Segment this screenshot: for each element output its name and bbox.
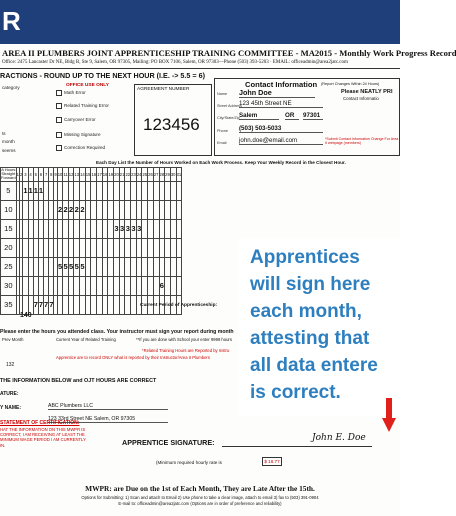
day-header-9: 9 <box>54 168 57 182</box>
hour-cell[interactable]: 1 <box>23 181 28 200</box>
contact-title: Contact Information <box>245 80 318 89</box>
office-checkbox-5[interactable] <box>56 145 62 151</box>
min-wage-value: $ 16.77 <box>262 457 282 466</box>
min-wage-label: (Minimum required hourly rate is <box>156 460 222 465</box>
day-header-10: 10 <box>57 168 63 182</box>
record-only-note: Apprentice are to record ONLY what is reported by their Instructor/Area II Plumbers <box>56 355 210 360</box>
table-row <box>1 181 182 200</box>
office-address-line: Office: 2475 Lancaster Dr NE, Bldg B, Ste 9, Salem, OR 97305, Mailing: PO BOX 7106, Salem, OR 97303—Phone (503) 393-5203 · EMAIL: officeadmin@area2jatc.com <box>2 60 348 65</box>
hour-cell[interactable]: 7 <box>44 295 49 314</box>
day-header-31: 31 <box>176 168 182 182</box>
day-header-28: 28 <box>159 168 165 182</box>
day-header-12: 12 <box>68 168 74 182</box>
day-header-17: 17 <box>97 168 103 182</box>
certification-text: HAT THE INFORMATION ON THIS MWPR IS CORRECT, I AM RECEIVING AT LEAST THE MINIMUM WAGE PERIOD I AM CURRENTLY IN. <box>0 427 86 448</box>
hour-cell[interactable]: 3 <box>136 219 142 238</box>
submit-options: Options for Submitting: 1) Scan and attach to Email 2) Use phone to take a clear image, attach to email 3) fax to (503) 391-0904 <box>81 495 319 500</box>
callout-line: each month, <box>250 301 362 322</box>
zip-field[interactable]: 97301 <box>303 112 323 120</box>
office-item-5: Correction Required <box>64 145 106 150</box>
office-item-4: Missing Signature <box>64 132 101 137</box>
form-title: AREA II PLUMBERS JOINT APPRENTICESHIP TRAINING COMMITTEE - MA2015 - Monthly Work Progress Record <box>2 48 456 58</box>
day-header-25: 25 <box>142 168 148 182</box>
hour-cell[interactable] <box>176 238 182 257</box>
rounding-instructions: RACTIONS - ROUND UP TO THE NEXT HOUR (I.E. -> 5.5 = 6) <box>0 71 206 80</box>
row-label: 35 <box>1 295 17 314</box>
contact-change-note: *Submit Contact Information Change For Area II webpage (members) <box>325 137 399 146</box>
callout-overlay <box>238 238 400 416</box>
city-label: City/State/Zip <box>217 116 240 120</box>
employer-signature-label: ATURE: <box>0 391 19 397</box>
company-name-field[interactable]: ABC Plumbers LLC <box>48 403 168 410</box>
contact-info-box <box>214 78 400 156</box>
day-header-15: 15 <box>85 168 91 182</box>
prev-month-label: Prev Month <box>2 337 24 342</box>
row-label: 25 <box>1 257 17 276</box>
agreement-box <box>134 84 212 156</box>
office-use-heading: OFFICE USE ONLY <box>66 83 110 88</box>
hour-cell[interactable]: 3 <box>114 219 120 238</box>
apprentice-signature: John E. Doe <box>312 433 366 443</box>
hour-cell[interactable]: 5 <box>63 257 68 276</box>
hour-cell[interactable]: 5 <box>80 257 86 276</box>
day-header-16: 16 <box>91 168 97 182</box>
print-note-2: Contact Informatio <box>343 96 379 101</box>
hours-total: 140 <box>20 312 32 319</box>
day-header-19: 19 <box>108 168 114 182</box>
logo-letter: R <box>2 6 21 36</box>
hour-cell[interactable]: 2 <box>57 200 63 219</box>
related-training-note: *Related Training Hours are Reported by Instru <box>142 348 230 353</box>
table-row <box>1 238 182 257</box>
day-header-14: 14 <box>80 168 86 182</box>
office-checkbox-1[interactable] <box>56 90 62 96</box>
header-divider <box>0 68 400 69</box>
hour-cell[interactable]: 2 <box>74 200 80 219</box>
row-label: 15 <box>1 219 17 238</box>
period-label: Current Period of Apprenticeship: <box>140 303 218 308</box>
table-row <box>1 200 182 219</box>
day-header-1: 1 <box>16 168 19 182</box>
apprentice-signature-label: APPRENTICE SIGNATURE: <box>122 438 215 447</box>
phone-label: Phone <box>217 129 228 133</box>
hour-cell[interactable] <box>176 257 182 276</box>
day-header-11: 11 <box>63 168 68 182</box>
day-header-30: 30 <box>170 168 176 182</box>
table-row <box>1 276 182 295</box>
employer-heading: THE INFORMATION BELOW and OJT HOURS ARE CORRECT <box>0 378 157 384</box>
signature-line[interactable] <box>222 446 372 447</box>
hour-cell[interactable]: 5 <box>57 257 63 276</box>
hour-cell[interactable]: 1 <box>38 181 43 200</box>
name-label: Name <box>217 92 228 96</box>
hours-table <box>0 167 182 315</box>
due-date-notice: MWPR: are Due on the 1st of Each Month, They are Late After the 15th. <box>85 484 315 493</box>
hour-cell[interactable]: 6 <box>159 276 165 295</box>
city-field[interactable]: Salem <box>239 112 279 120</box>
day-header-20: 20 <box>114 168 120 182</box>
hour-cell[interactable]: 3 <box>131 219 137 238</box>
day-header-27: 27 <box>153 168 159 182</box>
agreement-label: AGREEMENT NUMBER <box>137 87 190 92</box>
callout-line: attesting that <box>250 328 370 349</box>
day-header-21: 21 <box>119 168 125 182</box>
row-label: 5 <box>1 181 17 200</box>
street-label: Street Address <box>217 104 242 108</box>
hours-column-header: A Hours Straight Forward <box>1 167 16 181</box>
callout-text <box>250 244 400 406</box>
company-address-field[interactable]: 123 33rd Street NE Salem, OR 97305 <box>48 416 168 423</box>
day-header-13: 13 <box>74 168 80 182</box>
print-note: Please NEATLY PRI <box>341 89 393 95</box>
hour-cell[interactable]: 7 <box>33 295 38 314</box>
down-arrow-icon <box>382 398 396 434</box>
ts-label: ts <box>2 131 6 136</box>
agreement-number[interactable]: 123456 <box>143 115 200 134</box>
office-checkbox-3[interactable] <box>56 117 62 123</box>
hour-cell[interactable]: 5 <box>74 257 80 276</box>
office-item-3: Carryover Error <box>64 117 96 122</box>
callout-line: will sign here <box>250 274 371 295</box>
office-checkbox-4[interactable] <box>56 132 62 138</box>
hour-cell[interactable] <box>176 200 182 219</box>
row-label: 10 <box>1 200 17 219</box>
prev-month-hours[interactable]: 132 <box>6 362 15 368</box>
hour-cell[interactable] <box>176 219 182 238</box>
callout-line: Apprentices <box>250 247 360 268</box>
callout-line: is correct. <box>250 382 341 403</box>
phone-field[interactable]: (503) 503-5033 <box>239 125 323 133</box>
contact-subtitle: (Report Changes Within 24 Hours) <box>321 82 380 86</box>
day-header-7: 7 <box>44 168 49 182</box>
hour-cell[interactable] <box>176 276 182 295</box>
office-checkbox-2[interactable] <box>56 103 62 109</box>
hour-cell[interactable]: 5 <box>68 257 74 276</box>
submit-email: E-mail to: officeadmin@area2jatc.com (Options are in order of preference and reliability) <box>118 501 282 506</box>
day-header-24: 24 <box>136 168 142 182</box>
certification-heading: STATEMENT OF CERTIFICATION: <box>0 420 80 426</box>
day-header-5: 5 <box>33 168 38 182</box>
office-item-2: Related Training Error <box>64 103 109 108</box>
day-header-6: 6 <box>38 168 43 182</box>
day-header-3: 3 <box>23 168 28 182</box>
current-year-label: Current Year of Related Training <box>56 337 116 342</box>
category-label: category <box>2 85 20 90</box>
day-header-26: 26 <box>148 168 154 182</box>
state-field[interactable]: OR <box>285 112 299 120</box>
top-banner <box>0 0 400 44</box>
day-header-4: 4 <box>28 168 33 182</box>
street-field[interactable]: 123 45th Street NE <box>239 100 323 108</box>
hour-cell[interactable]: 3 <box>125 219 131 238</box>
hour-cell[interactable] <box>176 181 182 200</box>
hour-cell[interactable]: 2 <box>68 200 74 219</box>
callout-line: all data entere <box>250 355 378 376</box>
month-label: month <box>2 139 15 144</box>
grid-heading: Each Day List the Number of Hours Worked on Each Work Process. Keep Your Weekly Record in the Closest Hour. <box>96 160 346 165</box>
hour-cell[interactable]: 2 <box>63 200 68 219</box>
row-label: 20 <box>1 238 17 257</box>
office-item-1: Math Error <box>64 90 86 95</box>
hour-cell[interactable]: 7 <box>38 295 43 314</box>
day-header-22: 22 <box>125 168 131 182</box>
day-header-23: 23 <box>131 168 137 182</box>
hour-cell[interactable]: 1 <box>28 181 33 200</box>
hour-cell[interactable]: 2 <box>80 200 86 219</box>
seems-label: seems <box>2 148 16 153</box>
table-row <box>1 257 182 276</box>
school-done-note: **If you are done with School your enter 9999 hours <box>136 337 232 342</box>
day-header-8: 8 <box>49 168 54 182</box>
day-header-18: 18 <box>102 168 108 182</box>
hour-cell[interactable]: 7 <box>49 295 54 314</box>
row-label: 30 <box>1 276 17 295</box>
hour-cell[interactable]: 3 <box>119 219 125 238</box>
day-header-2: 2 <box>20 168 23 182</box>
hour-cell[interactable]: 1 <box>33 181 38 200</box>
classes-heading: Please enter the hours you attended class. Your instructor must sign your report during month <box>0 329 234 335</box>
table-row <box>1 219 182 238</box>
company-name-label: Y NAME: <box>0 405 22 411</box>
name-field[interactable]: John Doe <box>239 88 315 98</box>
email-label: Email <box>217 141 227 145</box>
day-header-29: 29 <box>165 168 171 182</box>
email-field[interactable]: john.doe@email.com <box>239 137 323 145</box>
